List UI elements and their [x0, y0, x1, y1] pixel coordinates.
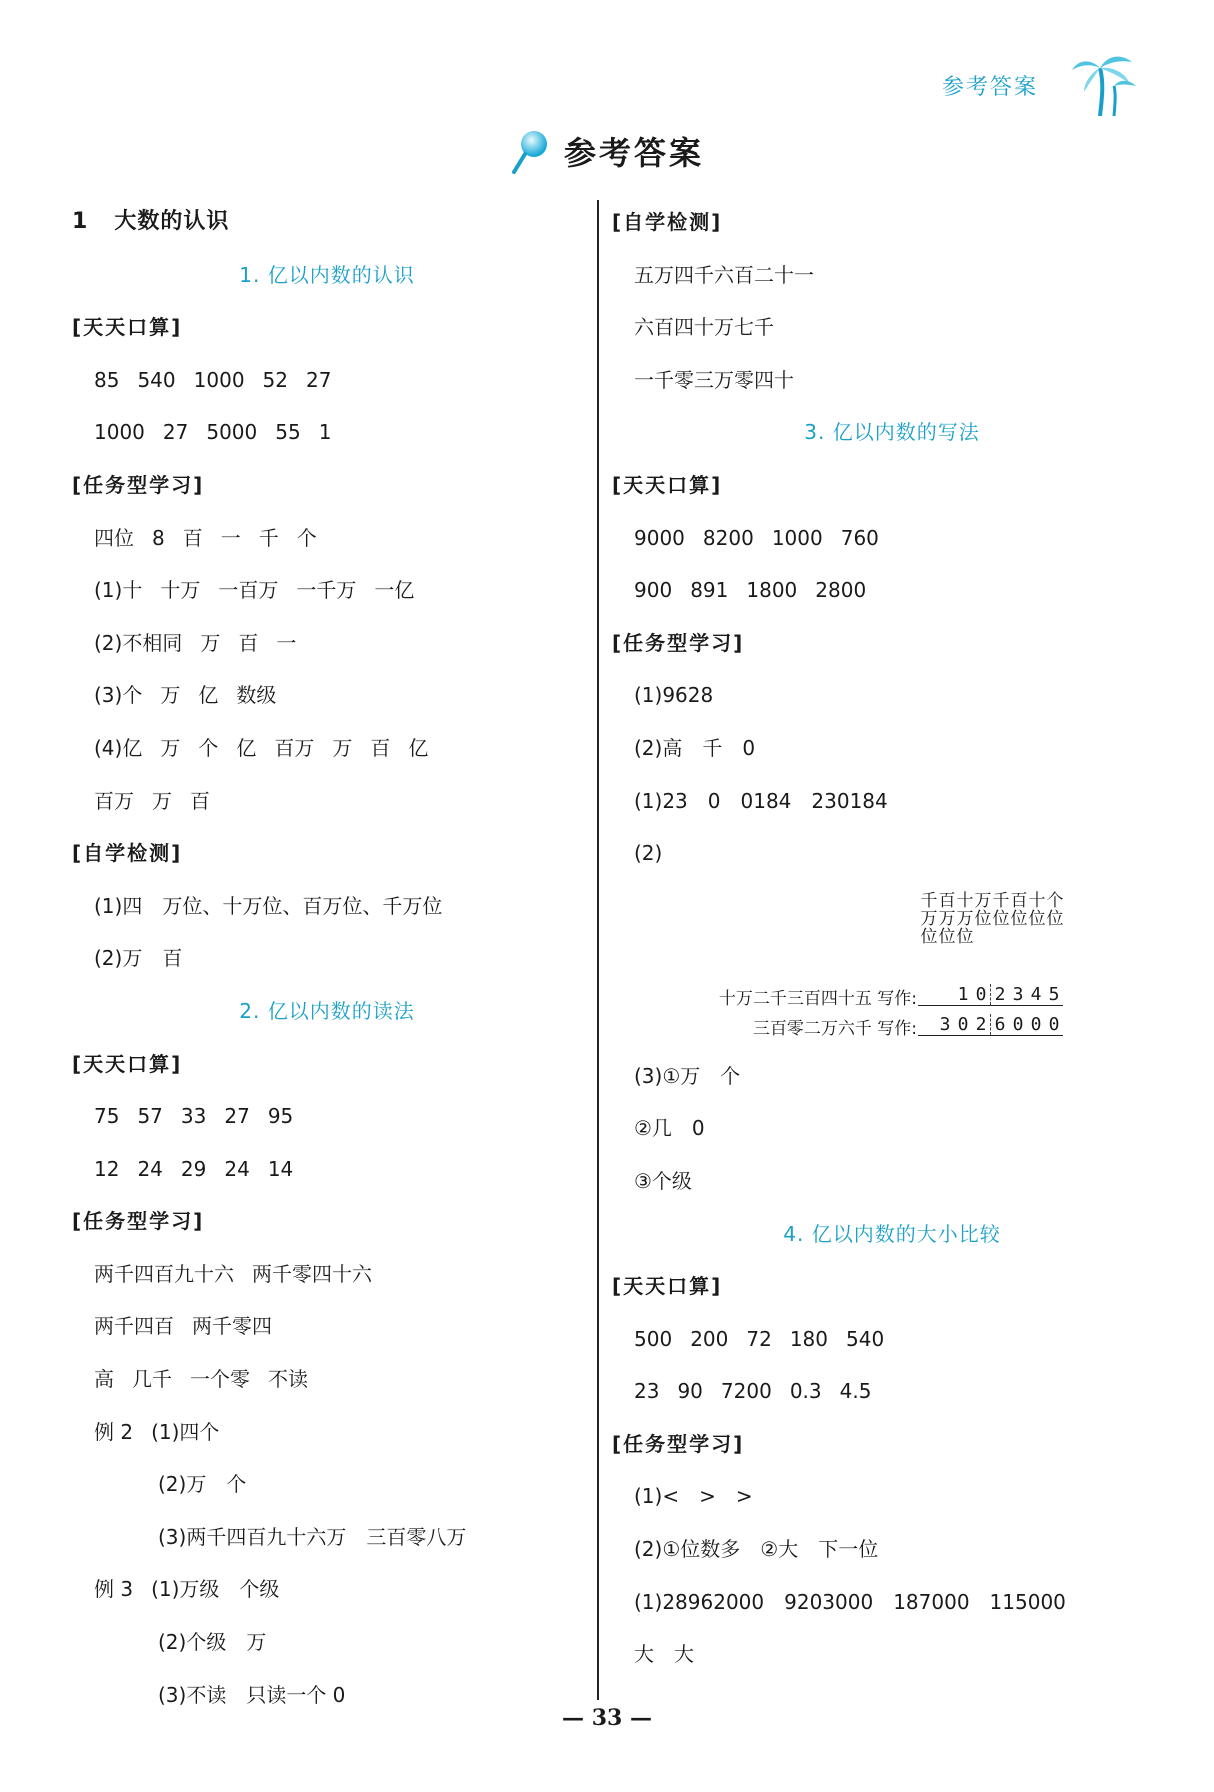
answer-line: (3)个 万 亿 数级: [94, 683, 277, 708]
section-title: 1. 亿以内数的认识: [239, 262, 415, 287]
answer-line: (1)< > >: [634, 1484, 753, 1509]
section-label: [自学检测]: [72, 841, 183, 866]
answer-line: (3)两千四百九十六万 三百零八万: [158, 1524, 467, 1549]
section-label: [天天口算]: [72, 315, 183, 340]
column-divider: [597, 200, 599, 1700]
page-number: — 33 —: [562, 1705, 652, 1731]
answer-line: 两千四百 两千零四: [94, 1314, 272, 1339]
answer-line: 百万 万 百: [94, 788, 210, 813]
answer-line: 五万四千六百二十一: [634, 262, 814, 287]
answer-line: (1)28962000 9203000 187000 115000: [634, 1589, 1066, 1614]
answer-line: (2)不相同 万 百 一: [94, 630, 297, 655]
answer-line: 四位 8 百 一 千 个: [94, 525, 317, 550]
section-label: [天天口算]: [612, 472, 723, 497]
answer-line: (1)四 万位、十万位、百万位、千万位: [94, 893, 443, 918]
place-header: [1046, 892, 1064, 946]
answer-line: (4)亿 万 个 亿 百万 万 百 亿: [94, 735, 429, 760]
answer-line: 六百四十万七千: [634, 315, 774, 340]
place-header-char: 万: [920, 908, 938, 929]
answer-line: 两千四百九十六 两千零四十六: [94, 1261, 372, 1286]
place-value-notation: 千 万 位 百 万 位 十 万 位 万 位 千 位 百 位 十 位 个 位 十万二千三百四十五 写作: 1 0 2 3 4 5 三百零二万六千 写作: 3 0 2 6 0 0 0: [718, 890, 1064, 1039]
section-label: [任务型学习]: [612, 1431, 745, 1456]
answer-line: (2)万 百: [94, 946, 183, 971]
example-line: 例 2 (1)四个: [94, 1419, 220, 1444]
place-header-char: 位: [920, 926, 938, 947]
place-header: [956, 892, 974, 946]
section-title: 3. 亿以内数的写法: [804, 420, 980, 445]
answer-line: 900 891 1800 2800: [634, 578, 867, 603]
answer-line: 75 57 33 27 95: [94, 1104, 294, 1129]
answer-line: (1)十 十万 一百万 一千万 一亿: [94, 578, 415, 603]
section-label: [天天口算]: [612, 1274, 723, 1299]
place-header-char: 位: [938, 926, 956, 947]
place-value-headers: [920, 892, 1064, 946]
section-label: [天天口算]: [72, 1051, 183, 1076]
answer-line: (1)23 0 0184 230184: [634, 788, 888, 813]
section-label: [任务型学习]: [72, 472, 205, 497]
place-header: [938, 892, 956, 946]
place-header-char: 千: [920, 890, 938, 911]
place-header-char: 位: [992, 908, 1010, 929]
answer-line: 大 大: [634, 1642, 694, 1667]
place-header-char: 万: [974, 890, 992, 911]
answer-line: (2)①位数多 ②大 下一位: [634, 1537, 879, 1562]
magnifier-icon: [510, 128, 550, 174]
answer-line: ③个级: [634, 1168, 692, 1193]
place-header-char: 百: [1010, 890, 1028, 911]
page-title: [510, 128, 704, 174]
section-title: 4. 亿以内数的大小比较: [783, 1221, 1001, 1246]
left-column: [72, 196, 582, 1721]
answer-line: (3)①万 个: [634, 1063, 741, 1088]
answer-line: (2)高 千 0: [634, 735, 756, 760]
place-header-char: 位: [1010, 908, 1028, 929]
answer-line: 12 24 29 24 14: [94, 1156, 294, 1181]
place-header-char: 百: [938, 890, 956, 911]
section-title: 2. 亿以内数的读法: [239, 998, 415, 1023]
section-label: [任务型学习]: [612, 630, 745, 655]
header-label: 参考答案: [942, 75, 1039, 100]
page-title-text: 参考答案: [563, 134, 704, 172]
place-header: [992, 892, 1010, 946]
place-header-char: 位: [1046, 908, 1064, 929]
answer-line: 23 90 7200 0.3 4.5: [634, 1379, 872, 1404]
answer-line: 500 200 72 180 540: [634, 1326, 885, 1351]
place-header: [920, 892, 938, 946]
section-label: [任务型学习]: [72, 1209, 205, 1234]
palm-tree-icon: [1070, 48, 1140, 118]
answer-line: 高 几千 一个零 不读: [94, 1367, 308, 1392]
place-header-char: 十: [956, 890, 974, 911]
answer-line: ②几 0: [634, 1116, 705, 1141]
section-label: [自学检测]: [612, 210, 723, 234]
place-header-char: 位: [956, 926, 974, 947]
answer-line: (2)万 个: [158, 1472, 247, 1497]
right-column: [612, 196, 1172, 1681]
answer-line: 9000 8200 1000 760: [634, 525, 879, 550]
place-header-char: 万: [938, 908, 956, 929]
place-header-char: 万: [956, 908, 974, 929]
place-header-char: 千: [992, 890, 1010, 911]
answer-line: 85 540 1000 52 27: [94, 367, 332, 392]
place-header-char: 位: [1028, 908, 1046, 929]
answer-line: 1000 27 5000 55 1: [94, 420, 332, 445]
place-header: [974, 892, 992, 946]
chapter-heading: 1 大数的认识: [72, 209, 230, 234]
place-header-char: 个: [1046, 890, 1064, 911]
answer-line: (3)不读 只读一个 0: [158, 1682, 346, 1707]
place-header: [1028, 892, 1046, 946]
answer-line: (2): [634, 841, 663, 866]
place-header: [1010, 892, 1028, 946]
answer-line: (2)个级 万: [158, 1630, 267, 1655]
place-header-char: 位: [974, 908, 992, 929]
example-line: 例 3 (1)万级 个级: [94, 1577, 280, 1602]
place-header-char: 十: [1028, 890, 1046, 911]
answer-line: 一千零三万零四十: [634, 367, 794, 392]
answer-line: (1)9628: [634, 683, 714, 708]
